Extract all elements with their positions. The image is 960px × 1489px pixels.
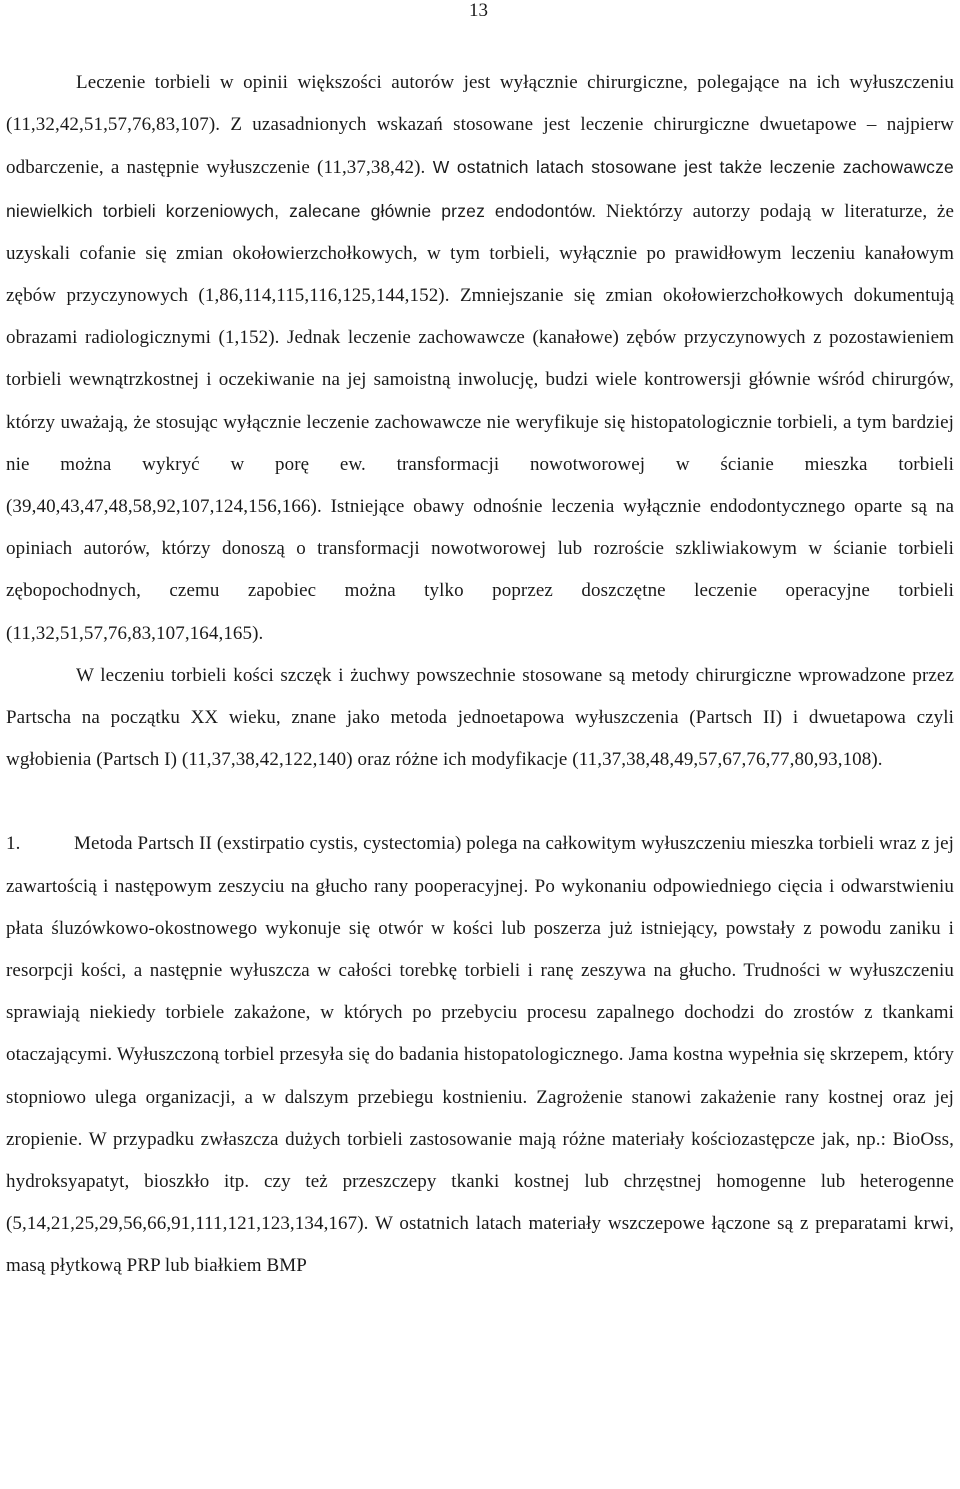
- list-item-text: Metoda Partsch II (exstirpatio cystis, cystectomia) polega na całkowitym wyłuszczeniu mieszka torbieli wraz z jej zawartością i następowym zeszyciu na głucho rany pooperacyjnej. Po wykonaniu odpowiedniego cięcia i odwarstwieniu płata śluzówkowo-okostnowego wykonuje się otwór w kości lub poszerza już istniejący, powstały z powodu zaniku i resorpcji kości, a następnie wyłuszcza w całości torebkę torbieli i ranę zeszywa na głucho. Trudności w wyłuszczeniu sprawiają niekiedy torbiele zakażone, w których po przebyciu procesu zapalnego dochodzi do zrostów z tkankami otaczającymi. Wyłuszczoną torbiel przesyła się do badania histopatologicznego. Jama kostna wypełnia się skrzepem, który stopniowo ulega organizacji, a w dalszym przebiegu kostnieniu. Zagrożenie stanowi zakażenie rany kostnej oraz jej zropienie. W przypadku zwłaszcza dużych torbieli zastosowanie mają różne materiały kościozastępcze jak, np.: BioOss, hydroksyapatyt, bioszkło itp. czy też przeszczepy tkanki kostnej lub chrzęstnej homogenne lub heterogenne (5,14,21,25,29,56,66,91,111,121,123,134,167). W ostatnich latach materiały wszczepowe łączone są z preparatami krwi, masą płytkową PRP lub białkiem BMP: [6, 833, 954, 1277]
- paragraph-text-serif-continued: Niektórzy autorzy podają w literaturze, że uzyskali cofanie się zmian okołowierzchołkowych, w tym torbieli, wyłącznie po prawidłowym leczeniu kanałowym zębów przyczynowych (1,86,114,115,116,125,144,152). Zmniejszanie się zmian okołowierzchołkowych dokumentują obrazami radiologicznymi (1,152). Jednak leczenie zachowawcze (kanałowe) zębów przyczynowych z pozostawieniem torbieli wewnątrzkostnej i oczekiwanie na jej samoistną inwolucję, budzi wiele kontrowersji głównie wśród chirurgów, którzy uważają, że stosując wyłącznie leczenie zachowawcze nie weryfikuje się histopatologicznie torbieli, a tym bardziej nie można wykryć w porę ew. transformacji nowotworowej w ścianie mieszka torbieli (39,40,43,47,48,58,92,107,124,156,166). Istniejące obawy odnośnie leczenia wyłącznie endodontycznego oparte są na opiniach autorów, którzy donoszą o transformacji nowotworowej lub rozroście szkliwiakowym w ścianie torbieli zębopochodnych, czemu zapobiec można tylko poprzez doszczętne leczenie operacyjne torbieli (11,32,51,57,76,83,107,164,165).: [6, 200, 954, 644]
- paragraph-treatment-overview: [6, 62, 954, 655]
- paragraph-spacer: [6, 781, 954, 823]
- list-item-number: 1.: [6, 833, 21, 855]
- page-number: 13: [469, 0, 488, 21]
- document-body: [6, 62, 954, 1288]
- paragraph-text-sans: W ostatnich latach stosowane jest także leczenie zachowawcze niewielkich torbieli korzeniowych, zalecane głównie przez endodontów.: [6, 157, 954, 221]
- paragraph-text-serif: Leczenie torbieli w opinii większości autorów jest wyłącznie chirurgiczne, polegające na ich wyłuszczeniu (11,32,42,51,57,76,83,107). Z uzasadnionych wskazań stosowane jest leczenie chirurgiczne dwuetapowe – najpierw odbarczenie, a następnie wyłuszczenie (11,37,38,42).: [6, 72, 954, 179]
- list-item-partsch-ii: [6, 823, 954, 1287]
- paragraph-surgical-methods: W leczeniu torbieli kości szczęk i żuchwy powszechnie stosowane są metody chirurgiczne wprowadzone przez Partscha na początku XX wieku, znane jako metoda jednoetapowa wyłuszczenia (Partsch II) i dwuetapowa czyli wgłobienia (Partsch I) (11,37,38,42,122,140) oraz różne ich modyfikacje (11,37,38,48,49,57,67,76,77,80,93,108).: [6, 664, 954, 771]
